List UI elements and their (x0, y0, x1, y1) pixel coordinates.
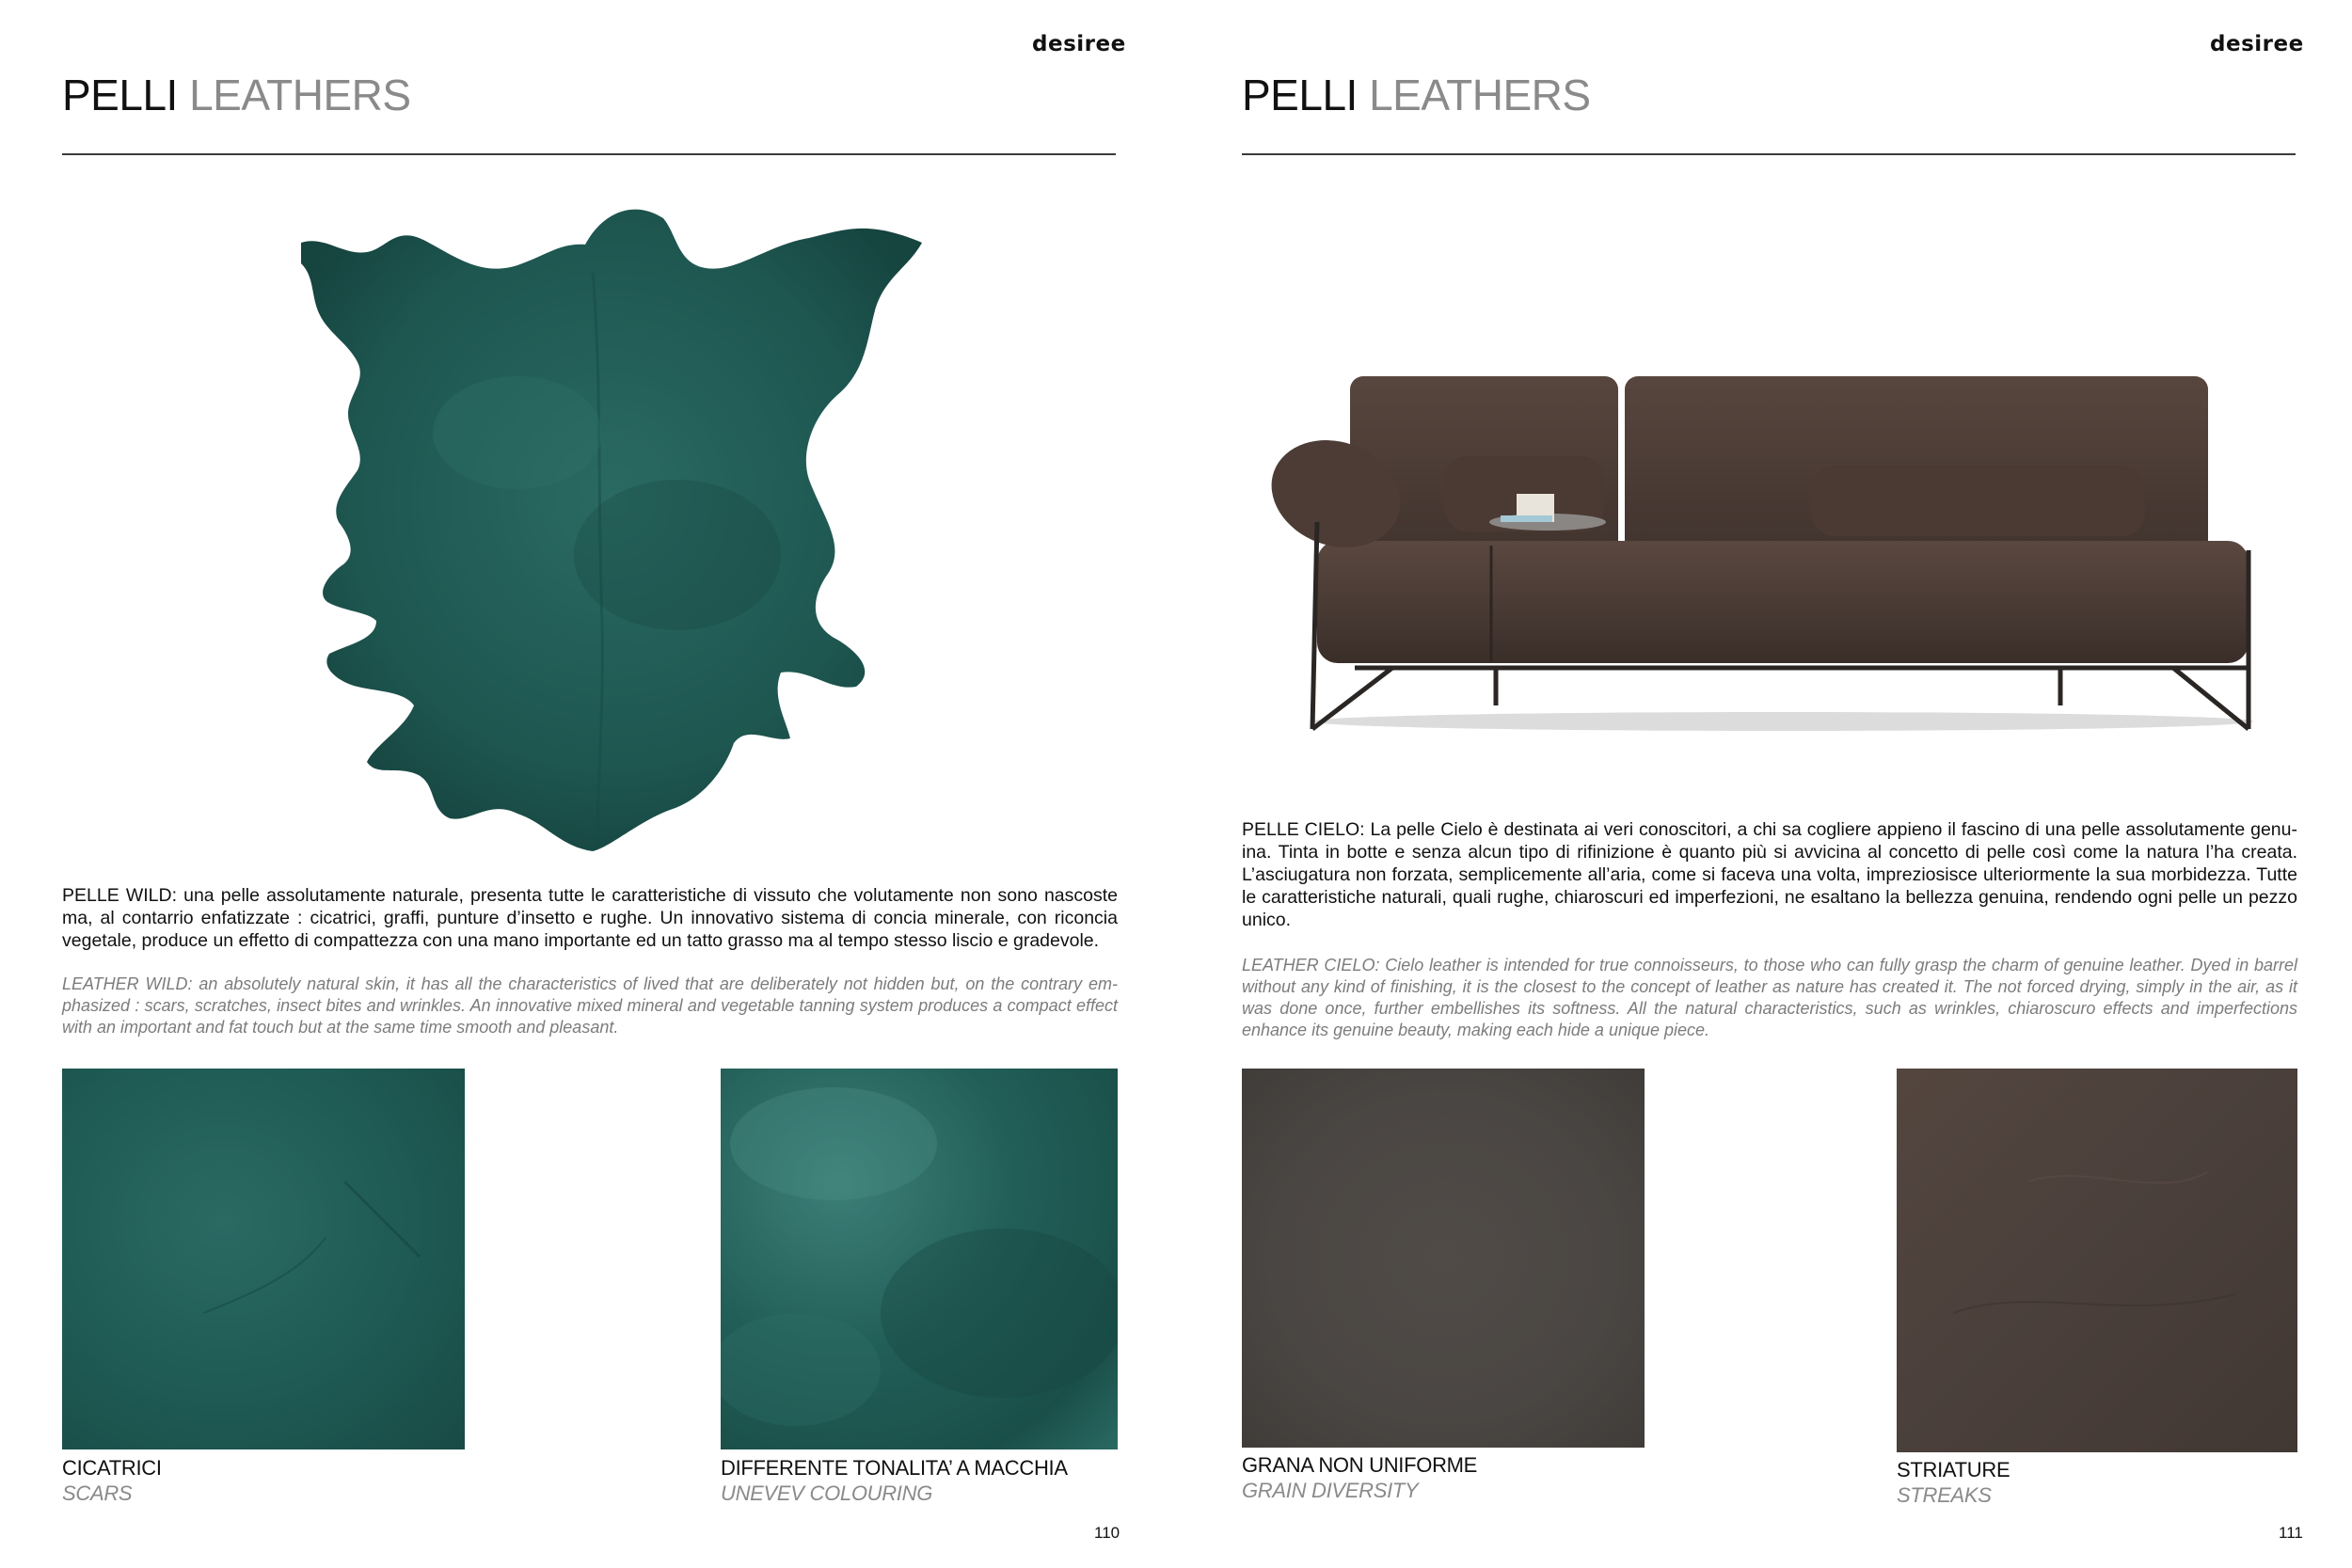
swatch-grain-label-en: GRAIN DIVERSITY (1242, 1479, 1419, 1502)
cielo-sofa-image (1270, 362, 2267, 738)
title-main: PELLI (1242, 71, 1358, 119)
cielo-description-it: PELLE CIELO: La pelle Cielo è destinata ai veri conoscitori, a chi sa cogliere appieno il fascino di una pelle assolutamente genu-ina. Tinta in botte e senza alcun tipo di rifinizione è quanto più si avvicina al concetto di pelle così come la natura l’ha creata. L’asciugatura non forzata, semplicemente all’aria, come si faceva una volta, impreziosisce ulteriormente la sua morbidezza. Tutte le caratteristiche naturali, quali rughe, chiaroscuri ed imperfezioni, ne esaltano la bellezza genuina, rendendo ogni pelle un pezzo unico. (1242, 819, 2297, 930)
swatch-streaks (1897, 1069, 2297, 1452)
page-title (1242, 73, 1591, 117)
swatch-uneven-colouring (721, 1069, 1118, 1449)
swatch-scars-label-en: SCARS (62, 1481, 133, 1505)
title-divider (62, 153, 1116, 155)
title-divider (1242, 153, 2296, 155)
title-sub: LEATHERS (1369, 71, 1591, 119)
page-number: 111 (2279, 1524, 2303, 1542)
swatch-scars-label-it: CICATRICI (62, 1456, 162, 1480)
swatch-uneven-label-en: UNEVEV COLOURING (721, 1481, 933, 1505)
wild-description-it: PELLE WILD: una pelle assolutamente naturale, presenta tutte le caratteristiche di vissuto che volutamente non sono nascoste ma, al contarrio enfatizzate : cicatrici, graffi, punture d’insetto e rughe. Un innovativo sistema di concia minerale, con riconcia vegetale, produce un effetto di compattezza con una mano importante ed un tatto grasso ma al tempo stesso liscio e gradevole. (62, 885, 1118, 951)
right-page (1176, 0, 2352, 1568)
cielo-description-en: LEATHER CIELO: Cielo leather is intended for true connoisseurs, to those who can fully grasp the charm of genuine leather. Dyed in barrel without any kind of finishing, it is the closest to the concept of leather as nature has created it. The not forced drying, simply in the air, as it was done once, further embellishes its softness. All the natural characteristics, such as wrinkles, chiaroscuro effects and imperfections enhance its genuine beauty, making each hide a unique piece. (1242, 956, 2297, 1039)
swatch-streaks-label-it: STRIATURE (1897, 1458, 2010, 1481)
page-title (62, 73, 411, 117)
page-number: 110 (1094, 1524, 1120, 1542)
title-main: PELLI (62, 71, 178, 119)
brand-logo: desiree (2210, 32, 2304, 56)
swatch-grain-label-it: GRANA NON UNIFORME (1242, 1453, 1478, 1477)
swatch-streaks-label-en: STREAKS (1897, 1483, 1992, 1507)
brand-logo: desiree (1032, 32, 1126, 56)
swatch-uneven-label-it: DIFFERENTE TONALITA’ A MACCHIA (721, 1456, 1068, 1480)
wild-description-en: LEATHER WILD: an absolutely natural skin, it has all the characteristics of lived that are deliberately not hidden but, on the contrary em-phasized : scars, scratches, insect bites and wrinkles. An innovative mixed mineral and vegetable tanning system produces a compact effect with an important and fat touch but at the same time smooth and pleasant. (62, 974, 1118, 1037)
title-sub: LEATHERS (189, 71, 411, 119)
swatch-grain-diversity (1242, 1069, 1645, 1448)
wild-leather-hide-image (235, 198, 931, 856)
swatch-scars (62, 1069, 465, 1449)
